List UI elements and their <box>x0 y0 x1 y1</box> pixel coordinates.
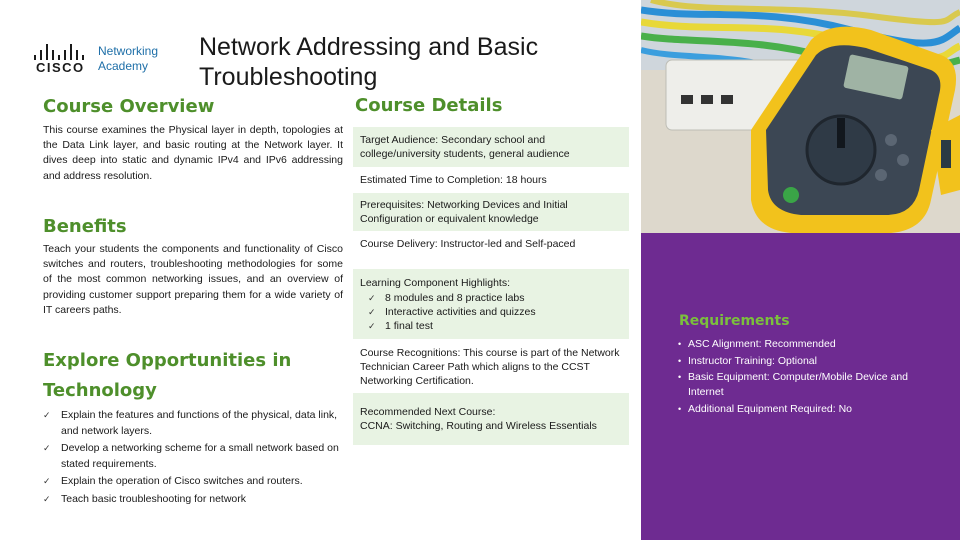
recognitions-text: Course Recognitions: This course is part of the Network Technician Career Path which aligns to the CCST Networking Certification. <box>360 346 620 387</box>
course-overview-heading: Course Overview <box>43 96 215 117</box>
checkmark-icon: ✓ <box>43 493 51 504</box>
requirements-heading: Requirements <box>679 313 790 329</box>
checkmark-icon: ✓ <box>43 443 51 453</box>
logo-line-2: Academy <box>98 59 149 73</box>
networking-academy-label <box>98 44 158 74</box>
target-audience-text: Target Audience: Secondary school and college/university students, general audience <box>360 134 570 160</box>
highlight-text: 1 final test <box>385 319 433 332</box>
requirement-item: • Basic Equipment: Computer/Mobile Device and Internet <box>678 370 928 400</box>
requirement-item: • Instructor Training: Optional <box>678 354 928 369</box>
explore-item <box>43 492 343 508</box>
checkmark-icon: ✓ <box>368 306 376 317</box>
course-details-heading: Course Details <box>355 95 503 116</box>
requirements-list <box>678 337 928 418</box>
checkmark-icon: ✓ <box>43 476 51 486</box>
highlight-text: 8 modules and 8 practice labs <box>385 291 525 304</box>
recognitions-row <box>353 341 629 392</box>
explore-heading: Explore Opportunities in Technology <box>43 350 292 401</box>
highlight-item <box>360 319 622 333</box>
explore-item-text: Develop a networking scheme for a small network based on stated requirements. <box>61 442 339 470</box>
benefits-heading: Benefits <box>43 216 127 237</box>
checkmark-icon: ✓ <box>368 292 376 303</box>
checkmark-icon: ✓ <box>368 320 376 331</box>
explore-item <box>43 474 343 490</box>
explore-item-text: Explain the operation of Cisco switches and routers. <box>61 475 303 487</box>
explore-item <box>43 408 343 439</box>
highlights-list <box>360 291 622 333</box>
cisco-bars-icon <box>34 44 90 60</box>
delivery-row <box>353 231 629 257</box>
page-title: Network Addressing and Basic Troubleshooting <box>199 33 539 91</box>
requirement-item: • Additional Equipment Required: No <box>678 402 928 417</box>
cisco-wordmark: CISCO <box>36 60 85 75</box>
highlights-label: Learning Component Highlights: <box>360 276 511 289</box>
explore-item-text: Explain the features and functions of the physical, data link, and network layers. <box>61 409 338 437</box>
next-course-row <box>353 393 629 445</box>
explore-item <box>43 441 343 472</box>
requirement-item: • ASC Alignment: Recommended <box>678 337 928 352</box>
cisco-networking-academy-logo <box>32 44 182 78</box>
next-course-text: CCNA: Switching, Routing and Wireless Essentials <box>360 420 597 432</box>
highlights-row <box>353 269 629 339</box>
prerequisites-text: Prerequisites: Networking Devices and Initial Configuration or equivalent knowledge <box>360 199 568 225</box>
highlight-item <box>360 305 622 319</box>
time-row <box>353 167 629 192</box>
delivery-text: Course Delivery: Instructor-led and Self-paced <box>360 238 576 250</box>
network-tester-photo <box>641 0 960 233</box>
course-overview-text: This course examines the Physical layer in depth, topologies at the Data Link layer, and basic routing at the Network layer. It dives deep into static and dynamic IPv4 and IPv6 addressing and address resolution. <box>43 124 343 182</box>
explore-item-text: Teach basic troubleshooting for network <box>61 492 247 505</box>
benefits-text: Teach your students the components and functionality of Cisco switches and routers, troubleshooting methodologies for some of the most common networking issues, and an overview of providing customer support preparing them for a wide variety of IT careers paths. <box>43 243 343 316</box>
prerequisites-row <box>353 193 629 231</box>
target-audience-row <box>353 127 629 167</box>
next-course-label: Recommended Next Course: <box>360 406 496 418</box>
checkmark-icon: ✓ <box>43 410 51 420</box>
cisco-logo-mark <box>32 44 90 76</box>
explore-list <box>43 408 343 509</box>
logo-line-1: Networking <box>98 44 159 58</box>
time-text: Estimated Time to Completion: 18 hours <box>360 173 547 186</box>
highlight-text: Interactive activities and quizzes <box>385 305 536 318</box>
highlight-item <box>360 291 622 305</box>
